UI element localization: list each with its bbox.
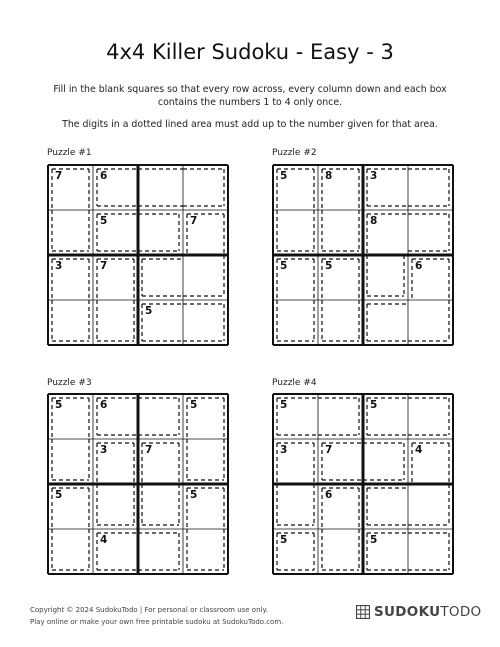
sudoku-cell[interactable]: [139, 485, 182, 528]
cage-sum: 6: [325, 489, 333, 501]
sudoku-cell[interactable]: [139, 166, 182, 209]
sudoku-cell[interactable]: [49, 211, 92, 254]
sudoku-cell[interactable]: [319, 395, 362, 438]
sudoku-cell[interactable]: [139, 211, 182, 254]
puzzle-label-4: Puzzle #4: [272, 378, 317, 388]
sudoku-cell[interactable]: [274, 211, 317, 254]
cage-sum: 3: [280, 444, 288, 456]
sudoku-cell[interactable]: [49, 440, 92, 483]
cage-sum: 6: [415, 260, 423, 272]
footer-link-text: Play online or make your own free printable sudoku at SudokuTodo.com.: [30, 618, 284, 626]
cage-sum: 8: [370, 215, 378, 227]
sudoku-cell[interactable]: [319, 301, 362, 344]
puzzle-label-3: Puzzle #3: [47, 378, 92, 388]
puzzle-grid-3[interactable]: [48, 394, 228, 574]
sudoku-cell[interactable]: [94, 301, 137, 344]
brand-name: SUDOKUTODO: [374, 604, 482, 620]
cage-sum: 5: [370, 534, 378, 546]
cage-sum: 5: [100, 215, 108, 227]
cage-sum: 4: [415, 444, 423, 456]
sudoku-cell[interactable]: [139, 256, 182, 299]
cage-sum: 3: [100, 444, 108, 456]
grid-icon: [356, 605, 370, 619]
cage-sum: 6: [100, 170, 108, 182]
sudoku-cell[interactable]: [49, 530, 92, 573]
sudoku-cell[interactable]: [274, 301, 317, 344]
sudoku-cell[interactable]: [49, 301, 92, 344]
cage-sum: 5: [280, 534, 288, 546]
cage-sum: 5: [55, 489, 63, 501]
sudoku-cell[interactable]: [364, 301, 407, 344]
sudoku-cell[interactable]: [364, 485, 407, 528]
sudoku-cell[interactable]: [319, 211, 362, 254]
cage-sum: 7: [100, 260, 108, 272]
cage-sum: 5: [145, 305, 153, 317]
sudoku-cell[interactable]: [184, 301, 227, 344]
puzzle-grid-4[interactable]: [273, 394, 453, 574]
sudoku-cell[interactable]: [364, 440, 407, 483]
killer-grid-svg: [48, 165, 228, 345]
sudoku-cell[interactable]: [184, 530, 227, 573]
cage-sum: 8: [325, 170, 333, 182]
cage-sum: 5: [190, 399, 198, 411]
cage-sum: 3: [370, 170, 378, 182]
killer-grid-svg: [48, 394, 228, 574]
cage-sum: 5: [280, 260, 288, 272]
cage-sum: 5: [325, 260, 333, 272]
puzzle-grid-2[interactable]: [273, 165, 453, 345]
sudoku-cell[interactable]: [409, 395, 452, 438]
cage-sum: 3: [55, 260, 63, 272]
sudoku-cell[interactable]: [274, 485, 317, 528]
sudoku-cell[interactable]: [319, 530, 362, 573]
sudoku-cell[interactable]: [139, 395, 182, 438]
puzzle-label-1: Puzzle #1: [47, 148, 92, 158]
sudoku-cell[interactable]: [409, 211, 452, 254]
cage-sum: 5: [190, 489, 198, 501]
instructions-rules: Fill in the blank squares so that every row across, every column down and each box contains the numbers 1 to 4 only once.: [53, 84, 447, 108]
sudoku-cell[interactable]: [139, 530, 182, 573]
cage-sum: 5: [55, 399, 63, 411]
cage-sum: 7: [55, 170, 63, 182]
page-title: 4x4 Killer Sudoku - Easy - 3: [106, 40, 394, 64]
cage-sum: 7: [325, 444, 333, 456]
sudoku-cell[interactable]: [94, 485, 137, 528]
cage-sum: 5: [280, 399, 288, 411]
cage-sum: 5: [280, 170, 288, 182]
cage-sum: 4: [100, 534, 108, 546]
killer-grid-svg: [273, 394, 453, 574]
sudoku-cell[interactable]: [184, 166, 227, 209]
cage-sum: 5: [370, 399, 378, 411]
cage-sum: 7: [190, 215, 198, 227]
sudoku-cell[interactable]: [184, 256, 227, 299]
sudoku-cell[interactable]: [409, 166, 452, 209]
sudoku-cell[interactable]: [409, 485, 452, 528]
sudoku-cell[interactable]: [364, 256, 407, 299]
brand-logo[interactable]: [356, 604, 481, 620]
cage-sum: 6: [100, 399, 108, 411]
puzzle-grid-1[interactable]: [48, 165, 228, 345]
sudoku-cell[interactable]: [184, 440, 227, 483]
footer-copyright: Copyright © 2024 SudokuTodo | For personal or classroom use only.: [30, 606, 268, 614]
instructions-cages: The digits in a dotted lined area must add up to the number given for that area.: [62, 119, 438, 130]
puzzle-label-2: Puzzle #2: [272, 148, 317, 158]
sudoku-cell[interactable]: [409, 530, 452, 573]
killer-grid-svg: [273, 165, 453, 345]
cage-sum: 7: [145, 444, 153, 456]
sudoku-cell[interactable]: [409, 301, 452, 344]
